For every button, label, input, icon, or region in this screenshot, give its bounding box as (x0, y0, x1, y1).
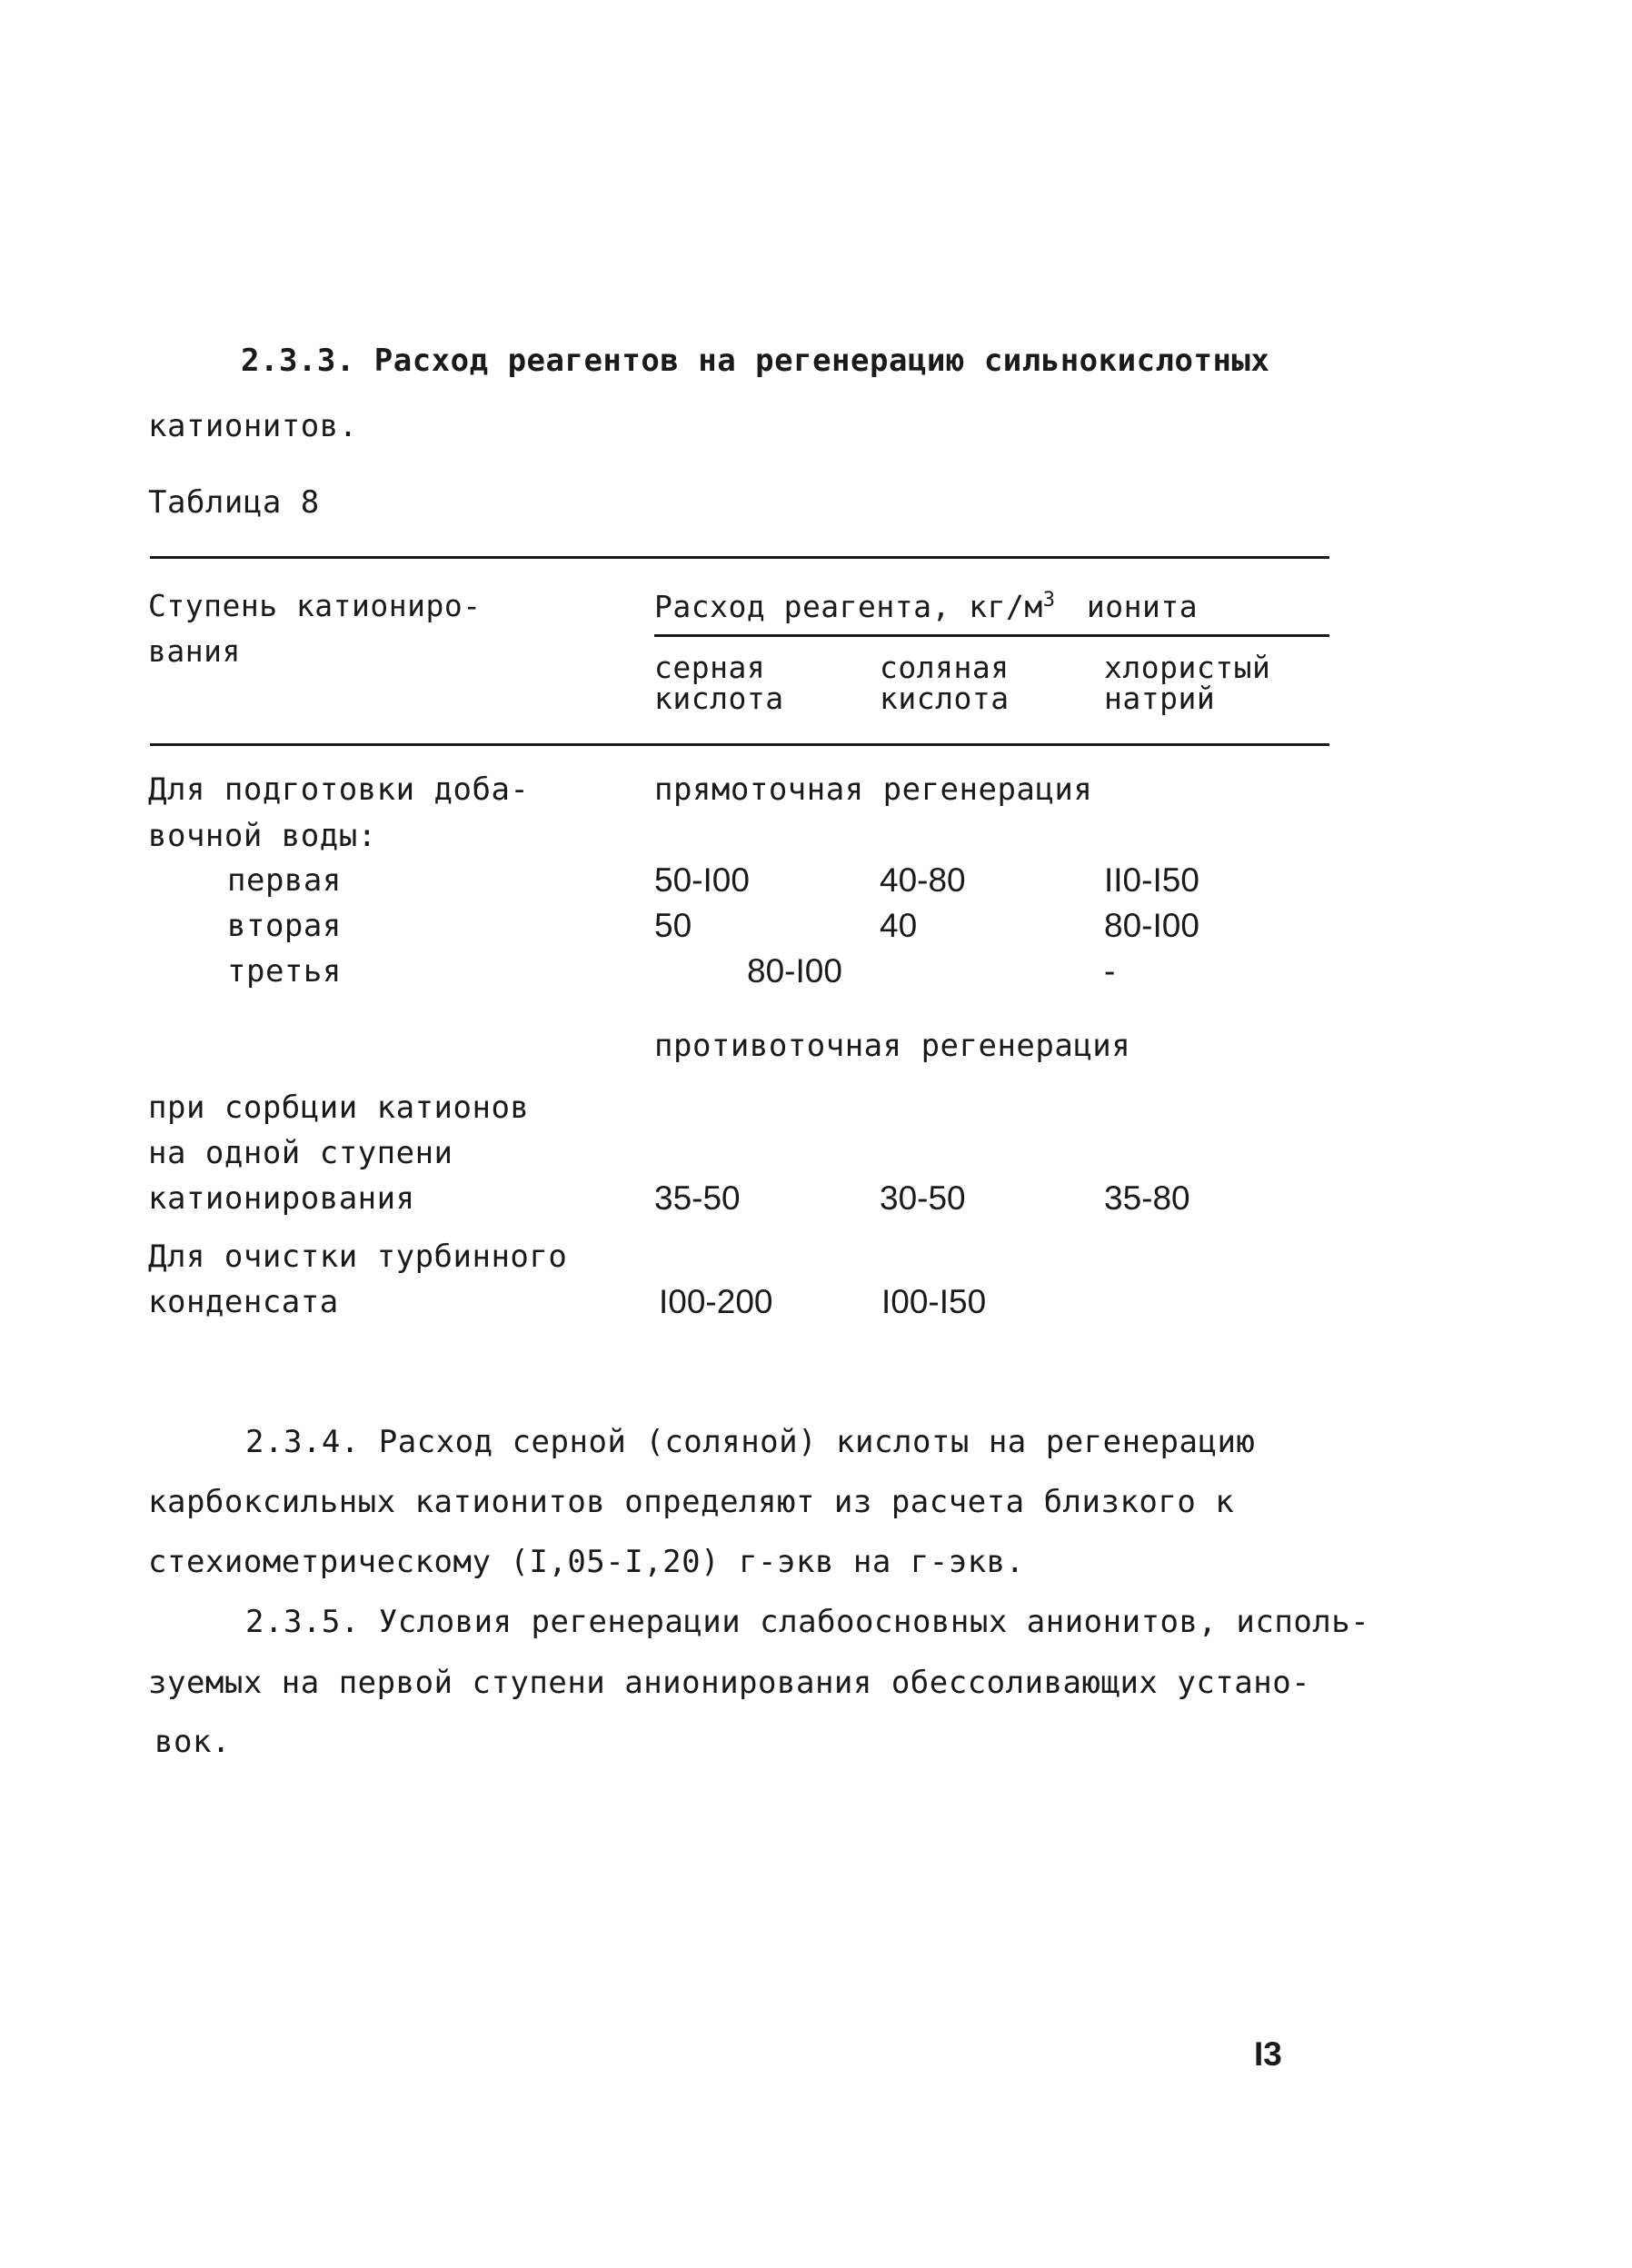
header-col2-line1: соляная (880, 650, 1010, 685)
table-top-rule (150, 556, 1329, 559)
header-col3-line1: хлористый (1104, 650, 1271, 685)
section-235-line1: 2.3.5. Условия регенерации слабоосновных анионитов, исполь- (245, 1604, 1370, 1640)
group3-c1: I00-200 (659, 1283, 773, 1320)
group1-label-line1: Для подготовки доба- (148, 771, 530, 808)
row-first-c2: 40-80 (880, 861, 966, 899)
row-stage-third: третья (227, 953, 342, 990)
header-consumption-text: Расход реагента, кг/м (654, 589, 1043, 624)
section-234-line1: 2.3.4. Расход серной (соляной) кислоты на регенерацию (245, 1424, 1256, 1460)
row-stage-first: первая (227, 862, 342, 899)
section-233-title-line2: катионитов. (148, 408, 358, 444)
group1-label-line2: вочной воды: (148, 818, 377, 854)
group2-mode: противоточная регенерация (654, 1028, 1131, 1064)
row-second-c1: 50 (654, 907, 692, 944)
group2-label-line3: катионирования (148, 1180, 415, 1217)
header-stage-line2: вания (148, 633, 241, 669)
header-col2-line2: кислота (880, 681, 1010, 716)
header-col1-line1: серная (654, 650, 766, 685)
group2-c3: 35-80 (1104, 1179, 1190, 1217)
header-consumption-tail: ионита (1086, 589, 1199, 624)
page-number: I3 (1254, 2035, 1282, 2073)
section-235-line2: зуемых на первой ступени анионирования обессоливающих устано- (148, 1665, 1311, 1701)
header-subrule (654, 634, 1329, 637)
row-third-merged: 80-I00 (747, 952, 842, 990)
group2-c1: 35-50 (654, 1179, 741, 1217)
group3-label-line2: конденсата (148, 1284, 339, 1320)
header-consumption-unit-exponent: 3 (1042, 589, 1056, 612)
section-234-line2: карбоксильных катионитов определяют из расчета близкого к (148, 1484, 1235, 1520)
group3-label-line1: Для очистки турбинного (148, 1238, 568, 1275)
group1-mode: прямоточная регенерация (654, 771, 1093, 808)
table-caption: Таблица 8 (148, 484, 320, 521)
group2-label-line2: на одной ступени (148, 1135, 453, 1171)
group2-label-line1: при сорбции катионов (148, 1089, 530, 1126)
header-col1-line2: кислота (654, 681, 784, 716)
section-234-line3: стехиометрическому (I,05-I,20) г-экв на г-экв. (148, 1544, 1025, 1580)
group3-c2: I00-I50 (881, 1283, 987, 1320)
row-stage-second: вторая (227, 908, 342, 944)
section-235-line3: вок. (154, 1724, 231, 1760)
header-stage-line1: Ступень катиониро- (148, 588, 482, 623)
header-col3-line2: натрий (1104, 681, 1216, 716)
row-first-c3: II0-I50 (1104, 861, 1199, 899)
header-consumption (654, 591, 1198, 622)
group2-c2: 30-50 (880, 1179, 966, 1217)
row-second-c2: 40 (880, 907, 918, 944)
row-third-c3: - (1104, 952, 1116, 990)
row-first-c1: 50-I00 (654, 861, 750, 899)
header-bottom-rule (150, 743, 1329, 746)
row-second-c3: 80-I00 (1104, 907, 1199, 944)
section-233-title-line1: 2.3.3. Расход реагентов на регенерацию сильнокислотных (241, 343, 1270, 379)
